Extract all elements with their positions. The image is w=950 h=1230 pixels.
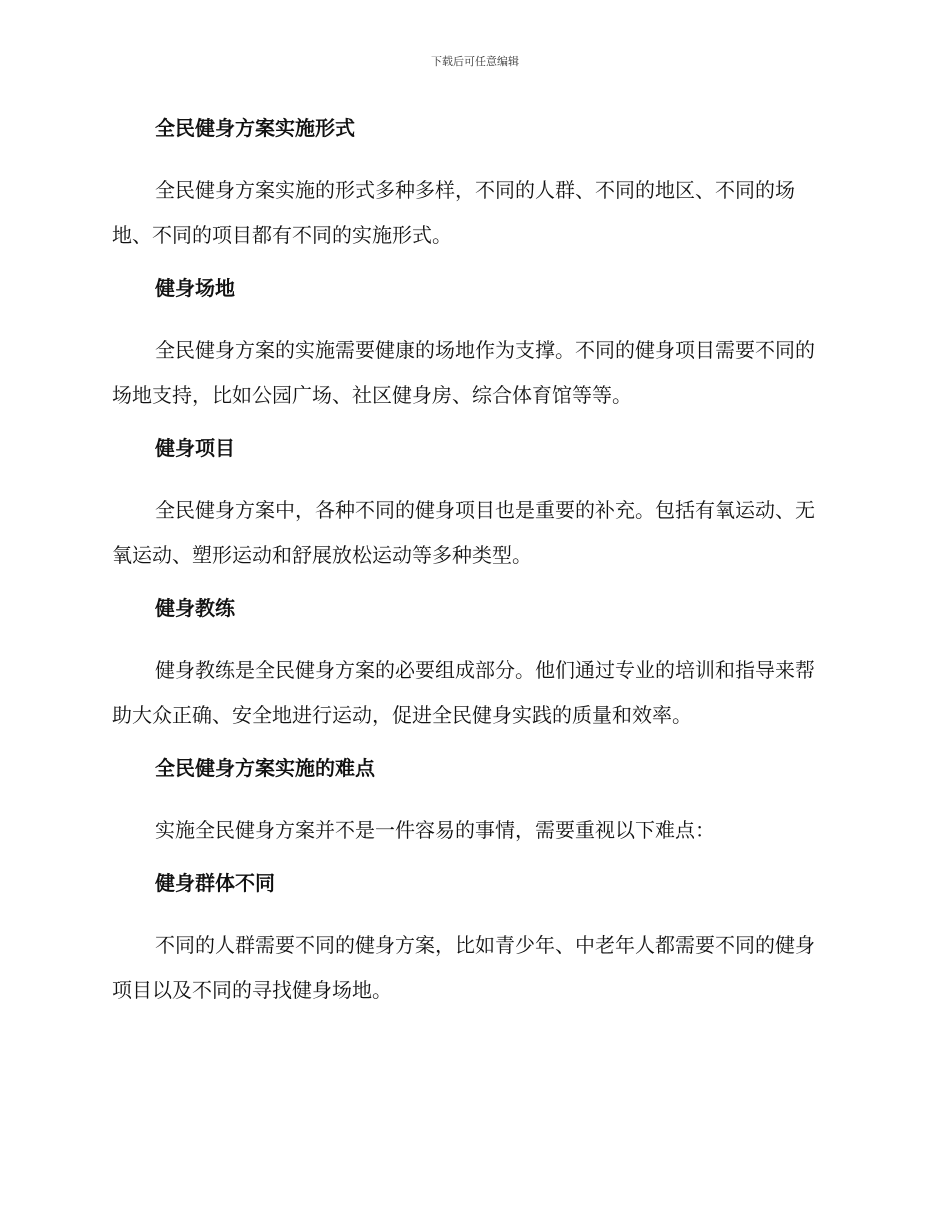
- section-paragraph: 全民健身方案中，各种不同的健身项目也是重要的补充。包括有氧运动、无氧运动、塑形运动和舒展放松运动等多种类型。: [112, 498, 815, 567]
- section-fitness-programs: [112, 430, 832, 578]
- section-paragraph: 全民健身方案的实施需要健康的场地作为支撑。不同的健身项目需要不同的场地支持，比如公园广场、社区健身房、综合体育馆等等。: [112, 338, 815, 407]
- section-heading: 健身教练: [155, 596, 235, 620]
- section-implementation-form: [112, 110, 832, 258]
- section-heading: 健身群体不同: [155, 871, 275, 895]
- section-fitness-coach: [112, 590, 832, 738]
- section-heading: 全民健身方案实施的难点: [155, 756, 375, 780]
- section-fitness-venue: [112, 270, 832, 418]
- section-paragraph: 不同的人群需要不同的健身方案，比如青少年、中老年人都需要不同的健身项目以及不同的寻找健身场地。: [112, 933, 815, 1002]
- section-heading: 全民健身方案实施形式: [155, 116, 355, 140]
- section-heading: 健身项目: [155, 436, 235, 460]
- section-heading: 健身场地: [155, 276, 235, 300]
- section-paragraph: 实施全民健身方案并不是一件容易的事情，需要重视以下难点：: [155, 818, 715, 842]
- page-header: 下载后可任意编辑: [431, 55, 519, 68]
- section-difficulties: [112, 750, 832, 853]
- section-paragraph: 全民健身方案实施的形式多种多样，不同的人群、不同的地区、不同的场地、不同的项目都有不同的实施形式。: [112, 178, 795, 247]
- section-different-groups: [112, 865, 832, 1013]
- section-paragraph: 健身教练是全民健身方案的必要组成部分。他们通过专业的培训和指导来帮助大众正确、安全地进行运动，促进全民健身实践的质量和效率。: [112, 658, 815, 727]
